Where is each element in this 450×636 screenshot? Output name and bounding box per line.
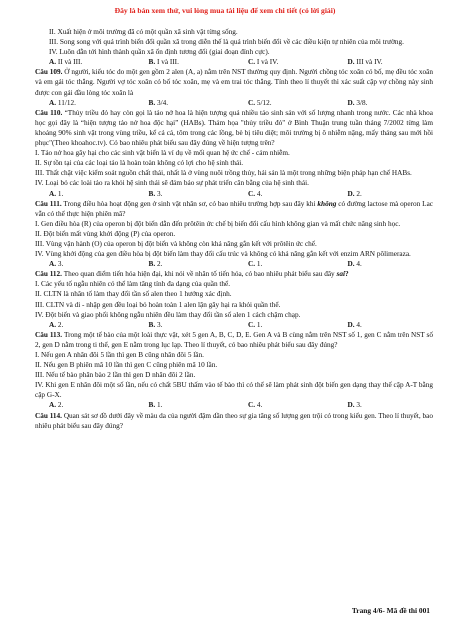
q111-options — [35, 259, 433, 269]
q110-statement-3: III. Thất chặt việc kiểm soát nguồn chất thải, nhất là ở vùng nuôi trồng thủy, hải sản là một trong những biện pháp hạn chế HABs. — [35, 169, 412, 178]
option-b: B. 3. — [148, 320, 163, 329]
q112-statement-1: I. Các yếu tố ngẫu nhiên có thể làm tăng tính đa dạng của quần thể. — [35, 280, 231, 289]
q112-statement-3: III. CLTN và di - nhập gen đều loại bỏ hoàn toàn 1 alen lặn gây hại ra khỏi quần thể. — [35, 300, 281, 309]
q110-stem: Câu 110. “Thủy triều đỏ hay còn gọi là tảo nở hoa là hiện tượng quá nhiều tảo sinh sản với số lượng nhanh trong nước. Các nhà khoa học gọi đây là “hiện tượng tảo nở hoa độc hại” (HABs). Thảm họa "thủy triều đỏ" ở Bình Thuận trung tuần tháng 7/2002 từng làm khoảng 90% sinh vật trong vùng triều, kể cả cá, tôm trong các lồng, bè bị tiêu diệt; môi trường bị ô nhiễm nặng, mấy tháng sau mới hồi phục"(Theo khoahoc.tv). Có bao nhiêu phát biểu sau đây đúng về hiện tượng trên? — [35, 108, 434, 148]
q109-stem: Câu 109. Ở người, kiểu tóc do một gen gồm 2 alen (A, a) nằm trên NST thường quy định. Người chồng tóc xoăn có bố, mẹ đều tóc xoăn và em gái tóc thẳng. Người vợ tóc xoăn có bố tóc xoăn, mẹ và em trai tóc thẳng. Tính theo lí thuyết thì xác suất cặp vợ chồng này sinh được con gái đầu lòng tóc xoăn là — [35, 68, 433, 97]
option-b: B. 3. — [148, 189, 163, 198]
q112-options — [35, 320, 433, 330]
option-d: D. 2. — [347, 189, 362, 198]
option-a: A. 3. — [49, 260, 64, 269]
q112-statement-2: II. CLTN là nhân tố làm thay đổi tần số alen theo 1 hướng xác định. — [35, 290, 232, 299]
option-d: D. 4. — [347, 320, 362, 329]
option-d: D. 4. — [347, 260, 362, 269]
option-b: B. 3/4. — [148, 98, 169, 107]
q111-statement-3: III. Vùng vận hành (O) của operon bị đột biến và không còn khả năng gắn kết với prôtêin ức chế. — [35, 239, 317, 248]
question-number: Câu 111. — [35, 199, 62, 208]
q112-stem: Câu 112. Theo quan điểm tiến hóa hiện đại, khi nói về nhân tố tiến hóa, có bao nhiêu phát biểu sau đây sai? — [35, 270, 349, 279]
option-a: A. 2. — [49, 320, 64, 329]
question-number: Câu 114. — [35, 411, 62, 420]
option-a: A. II và III. — [49, 58, 83, 67]
option-d: D. 3. — [347, 401, 362, 410]
option-b: B. 1. — [148, 401, 163, 410]
option-c: C. I và IV. — [248, 58, 279, 67]
option-d: D. III và IV. — [347, 58, 383, 67]
q108-statement-2: II. Xuất hiện ở môi trường đã có một quần xã sinh vật từng sống. — [49, 28, 238, 36]
exam-page — [35, 27, 433, 431]
emphasis: không — [317, 199, 337, 208]
emphasis: sai — [336, 270, 345, 279]
q111-stem: Câu 111. Trong điều hòa hoạt động gen ở sinh vật nhân sơ, có bao nhiêu trường hợp sau đây khi không có đường lactose mà operon Lac vẫn có thể thực hiện phiên mã? — [35, 199, 434, 218]
question-number: Câu 112. — [35, 270, 62, 279]
q113-stem: Câu 113. Trong một tế bào của một loài thực vật, xét 5 gen A, B, C, D, E. Gen A và B cùng nằm trên NST số 1, gen C nằm trên NST số 2, gen D nằm trong ti thể, gen E nằm trong lục lạp. Theo lí thuyết, có bao nhiêu phát biểu sau đây đúng? — [35, 330, 433, 349]
q110-options — [35, 189, 433, 199]
preview-banner: Đây là bản xem thử, vui lòng mua tài liệu để xem chi tiết (có lời giải) — [114, 6, 336, 15]
q111-statement-1: I. Gen điều hòa (R) của operon bị đột biến dẫn đến prôtêin ức chế bị biến đổi cấu hình không gian và mất chức năng sinh học. — [35, 219, 401, 228]
q113-statement-2: II. Nếu gen B phiên mã 10 lần thì gen C cũng phiên mã 10 lần. — [35, 361, 218, 370]
option-c: C. 1. — [248, 260, 263, 269]
q111-statement-4: IV. Vùng khởi động của gen điều hòa bị đột biến làm thay đổi cấu trúc và không có khả năng gắn kết với enzim ARN pôlimeraza. — [35, 250, 411, 259]
question-number: Câu 110. — [35, 108, 63, 117]
option-a: A. 11/12. — [49, 98, 76, 107]
q110-statement-4: IV. Loại bỏ các loài tảo ra khỏi hệ sinh thái sẽ đảm bảo sự phát triển cân bằng của hệ sinh thái. — [35, 179, 309, 188]
question-number: Câu 113. — [35, 330, 63, 339]
q108-statement-3: III. Song song với quá trình biến đổi quần xã trong diễn thế là quá trình biến đổi về các điều kiện tự nhiên của môi trường. — [49, 38, 404, 47]
q108-statement-4: IV. Luôn dẫn tới hình thành quần xã ổn định tương đối (giai đoạn đỉnh cực). — [49, 48, 270, 57]
option-d: D. 3/8. — [347, 98, 368, 107]
page-footer: Trang 4/6- Mã đề thi 001 — [351, 606, 430, 615]
q108-options — [35, 57, 433, 67]
option-b: B. 2. — [148, 260, 163, 269]
option-c: C. 4. — [248, 401, 263, 410]
option-a: A. 1. — [49, 189, 64, 198]
question-number: Câu 109. — [35, 68, 63, 77]
option-b: B. I và III. — [148, 58, 179, 67]
q112-statement-4: IV. Đột biến và giao phối không ngẫu nhiên đều làm thay đổi tần số alen 1 cách chậm chạp. — [35, 310, 301, 319]
option-c: C. 5/12. — [248, 98, 272, 107]
q110-statement-2: II. Sự tồn tại của các loại tảo là hoàn toàn không có lợi cho hệ sinh thái. — [35, 159, 244, 168]
q111-statement-2: II. Đột biến mất vùng khởi động (P) của operon. — [35, 229, 176, 238]
q113-statement-4: IV. Khi gen E nhân đôi một số lần, nếu có chất 5BU thấm vào tế bào thì có thể sẽ làm phát sinh đột biến gen dạng thay thế cặp A-T bằng cặp G-X. — [35, 381, 433, 400]
q114-stem: Câu 114. Quan sát sơ đồ dưới đây về màu da của người đậm dần theo sự gia tăng số lượng gen trội có trong kiểu gen. Theo lí thuyết, bao nhiêu phát biểu sau đây đúng? — [35, 411, 433, 430]
q110-statement-1: I. Tảo nở hoa gây hại cho các sinh vật biển là ví dụ về mối quan hệ ức chế - cảm nhiễm. — [35, 149, 290, 158]
q113-statement-3: III. Nếu tế bào phân bào 2 lần thì gen D nhân đôi 2 lần. — [35, 371, 196, 380]
option-c: C. 4. — [248, 189, 263, 198]
q113-options — [35, 400, 433, 410]
q113-statement-1: I. Nếu gen A nhân đôi 5 lần thì gen B cũng nhân đôi 5 lần. — [35, 351, 204, 359]
option-a: A. 2. — [49, 401, 64, 410]
q109-options — [35, 98, 433, 108]
option-c: C. 1. — [248, 320, 263, 329]
